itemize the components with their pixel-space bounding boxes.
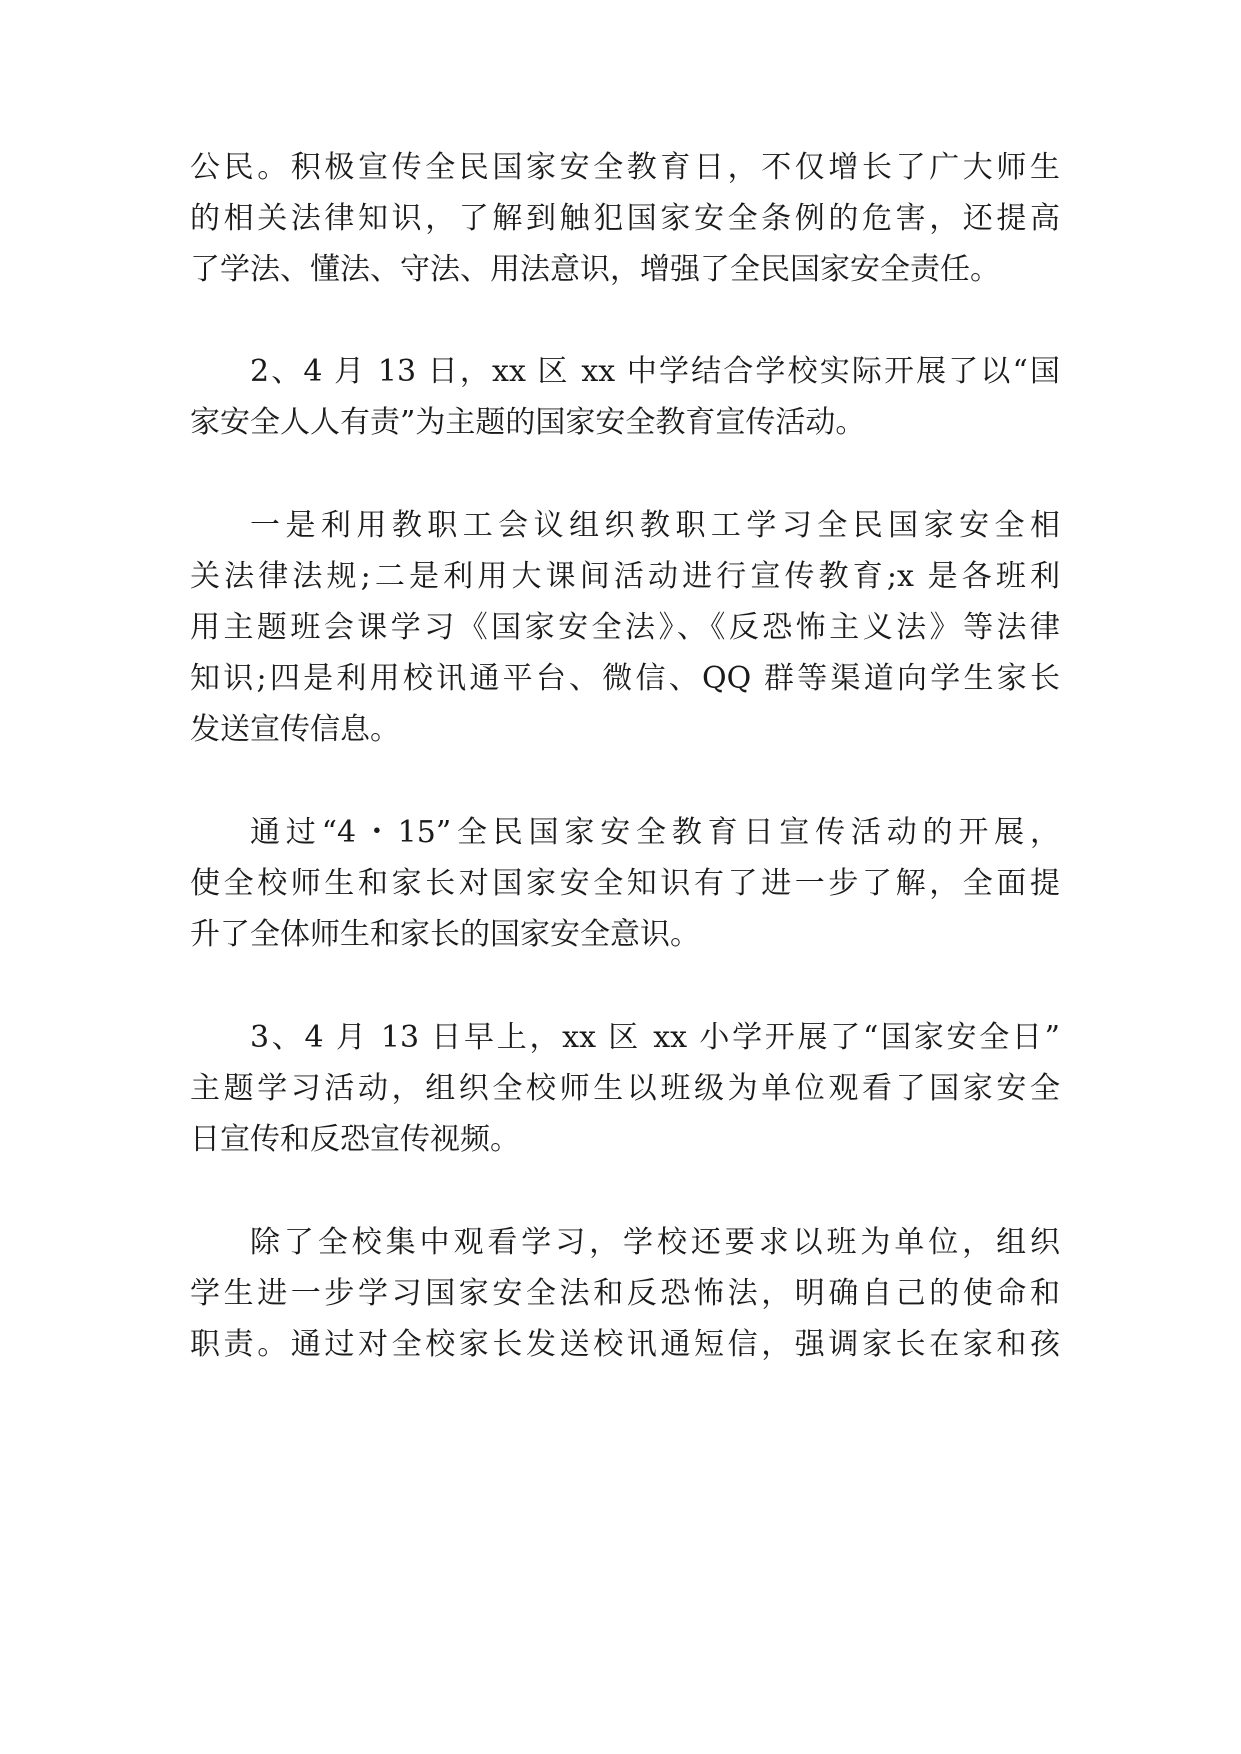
text-line: 升了全体师生和家长的国家安全意识。 [190, 917, 700, 952]
text-line: 了学法、懂法、守法、用法意识，增强了全民国家安全责任。 [190, 252, 1000, 287]
text-line: 2、4 月 13 日，xx 区 xx 中学结合学校实际开展了以“国 [250, 354, 1060, 389]
text-line: 职责。通过对全校家长发送校讯通短信，强调家长在家和孩 [190, 1327, 1060, 1362]
text-line: 知识;四是利用校讯通平台、微信、QQ 群等渠道向学生家长 [190, 661, 1060, 696]
text-line: 的相关法律知识，了解到触犯国家安全条例的危害，还提高 [190, 201, 1060, 236]
text-line: 使全校师生和家长对国家安全知识有了进一步了解，全面提 [190, 866, 1060, 901]
text-line: 除了全校集中观看学习，学校还要求以班为单位，组织 [250, 1225, 1060, 1260]
text-line: 学生进一步学习国家安全法和反恐怖法，明确自己的使命和 [190, 1276, 1060, 1311]
text-line: 一是利用教职工会议组织教职工学习全民国家安全相 [250, 508, 1060, 543]
text-line: 3、4 月 13 日早上，xx 区 xx 小学开展了“国家安全日” [250, 1020, 1060, 1055]
text-line: 发送宣传信息。 [190, 712, 400, 747]
text-line: 通过“4・15”全民国家安全教育日宣传活动的开展， [250, 815, 1060, 850]
text-line: 用主题班会课学习《国家安全法》、《反恐怖主义法》等法律 [190, 610, 1060, 645]
text-line: 公民。积极宣传全民国家安全教育日，不仅增长了广大师生 [190, 150, 1060, 185]
text-line: 关法律法规;二是利用大课间活动进行宣传教育;x 是各班利 [190, 559, 1060, 594]
text-line: 日宣传和反恐宣传视频。 [190, 1122, 520, 1157]
text-line: 家安全人人有责”为主题的国家安全教育宣传活动。 [190, 405, 866, 440]
text-line: 主题学习活动，组织全校师生以班级为单位观看了国家安全 [190, 1071, 1060, 1106]
